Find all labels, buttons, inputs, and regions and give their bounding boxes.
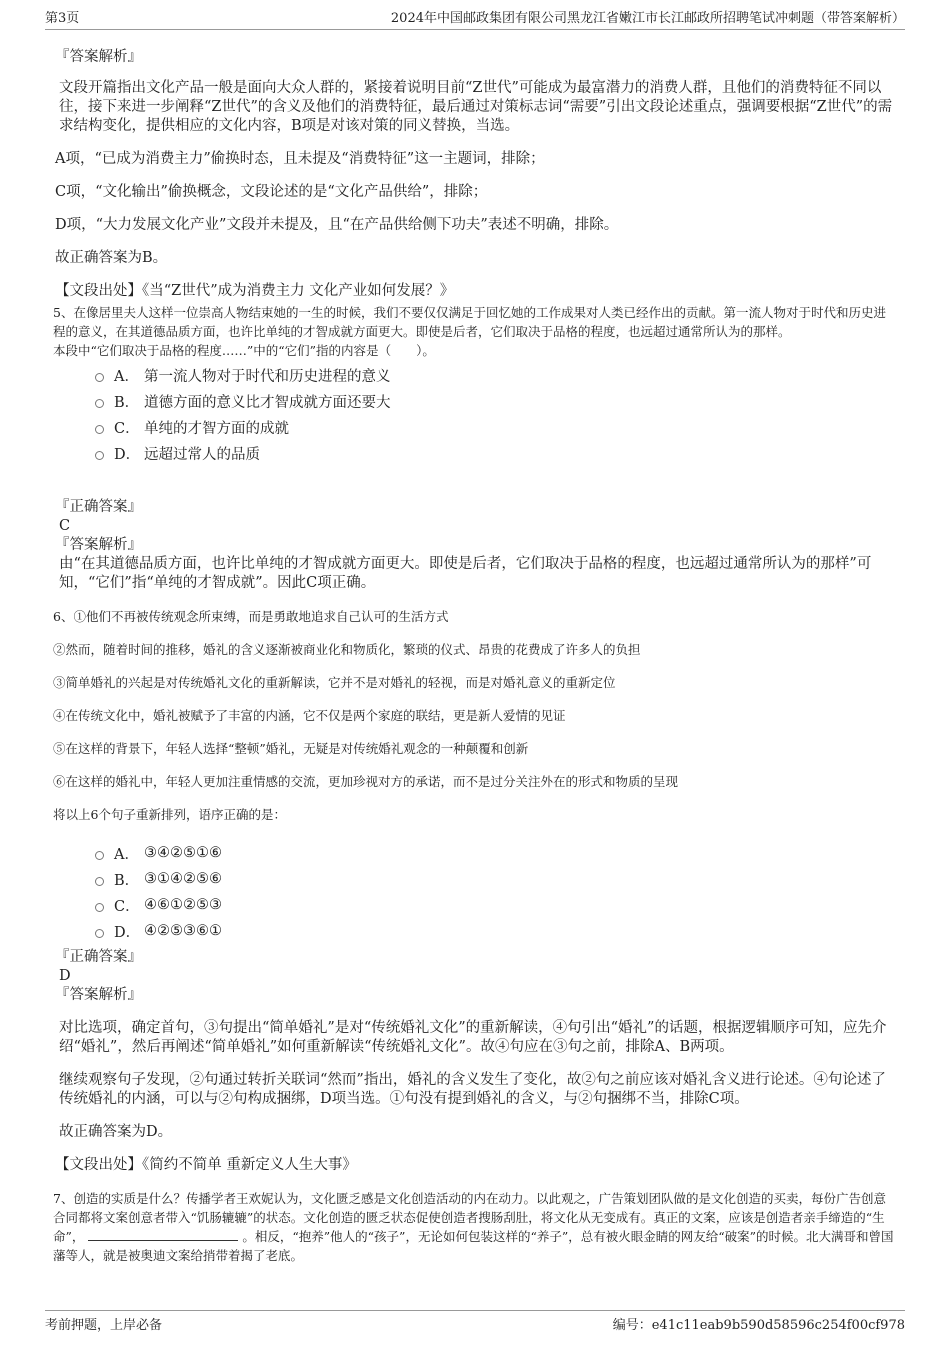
radio-icon[interactable]	[95, 877, 104, 886]
q6-sentence-6: ⑥在这样的婚礼中，年轻人更加注重情感的交流，更加珍视对方的承诺，而不是过分关注外在的形式和物质的呈现	[53, 774, 679, 789]
radio-icon[interactable]	[95, 425, 104, 434]
q4-source: 【文段出处】《当“Z世代”成为消费主力 文化产业如何发展？》	[55, 283, 455, 299]
q6-sentence-2: ②然而，随着时间的推移，婚礼的含义逐渐被商业化和物质化，繁琐的仪式、昂贵的花费成了许多人的负担	[53, 642, 641, 657]
q6-sentence-4: ④在传统文化中，婚礼被赋予了丰富的内涵，它不仅是两个家庭的联结，更是新人爱情的见证	[53, 708, 566, 723]
q6-sentence-5: ⑤在这样的背景下，年轻人选择“整顿”婚礼，无疑是对传统婚礼观念的一种颠覆和创新	[53, 741, 529, 756]
q6-sentence-1: 6、①他们不再被传统观念所束缚，而是勇敢地追求自己认可的生活方式	[53, 609, 449, 624]
radio-icon[interactable]	[95, 399, 104, 408]
q5-question: 本段中“它们取决于品格的程度……”中的“它们”指的内容是（ ）。	[53, 343, 435, 358]
radio-icon[interactable]	[95, 903, 104, 912]
page-number: 第3页	[45, 11, 80, 26]
q4-analysis-c: C项，“文化输出”偷换概念，文段论述的是“文化产品供给”，排除；	[55, 184, 488, 200]
q4-conclusion: 故正确答案为B。	[55, 250, 168, 266]
radio-icon[interactable]	[95, 451, 104, 460]
q5-option-c[interactable]: C． 单纯的才智方面的成就	[55, 414, 895, 440]
q6-option-a[interactable]: A． ③④②⑤①⑥	[55, 840, 895, 866]
answer-blank[interactable]	[88, 1228, 238, 1241]
q6-answer-label: 『正确答案』	[55, 949, 142, 965]
page-header	[45, 8, 905, 30]
q5-option-d[interactable]: D． 远超过常人的品质	[55, 440, 895, 466]
q5-option-a[interactable]: A． 第一流人物对于时代和历史进程的意义	[55, 362, 895, 388]
q6-source: 【文段出处】《简约不简单 重新定义人生大事》	[55, 1157, 357, 1173]
q5-answer: C	[59, 518, 71, 534]
footer-slogan: 考前押题，上岸必备	[45, 1317, 163, 1333]
q4-analysis-d: D项，“大力发展文化产业”文段并未提及，且“在产品供给侧下功夫”表述不明确，排除。	[55, 217, 619, 233]
q4-analysis-label: 『答案解析』	[55, 49, 142, 65]
radio-icon[interactable]	[95, 851, 104, 860]
q6-conclusion: 故正确答案为D。	[59, 1124, 173, 1140]
q4-analysis-p1: 文段开篇指出文化产品一般是面向大众人群的，紧接着说明目前“Z世代”可能成为最富潜力的消费人群，且他们的消费特征不同以往，接下来进一步阐释“Z世代”的含义及他们的消费特征，最后通过对策标志词“需要”引出文段论述重点，强调要根据“Z世代”的需求结构变化，提供相应的文化内容，B项是对该对策的同义替换，当选。	[59, 80, 893, 134]
q6-option-c[interactable]: C． ④⑥①②⑤③	[55, 892, 895, 918]
q6-options	[55, 840, 895, 944]
q6-analysis-label: 『答案解析』	[55, 987, 142, 1003]
q5-options	[55, 362, 895, 466]
document-title: 2024年中国邮政集团有限公司黑龙江省嫩江市长江邮政所招聘笔试冲刺题（带答案解析）	[390, 11, 905, 26]
q5-option-b[interactable]: B． 道德方面的意义比才智成就方面还要大	[55, 388, 895, 414]
q7-stem-part2: 。相反，“抱养”他人的“孩子”，无论如何包装这样的“养子”，总有被火眼金睛的网友给“破案”的时候。北大满哥和曾国藩等人，就是被奥迪文案给捎带着揭了老底。	[53, 1229, 894, 1263]
q6-sentence-3: ③简单婚礼的兴起是对传统婚礼文化的重新解读，它并不是对婚礼的轻视，而是对婚礼意义的重新定位	[53, 675, 616, 690]
page-footer	[45, 1310, 905, 1335]
q5-stem: 5、在像居里夫人这样一位崇高人物结束她的一生的时候，我们不要仅仅满足于回忆她的工作成果对人类已经作出的贡献。第一流人物对于时代和历史进程的意义，在其道德品质方面，也许比单纯的才智成就方面更大。即使是后者，它们取决于品格的程度，也远超过通常所认为的那样。	[53, 305, 886, 339]
q7-stem	[53, 1189, 895, 1265]
radio-icon[interactable]	[95, 929, 104, 938]
page-content	[55, 48, 895, 1265]
footer-id: 编号：e41c11eab9b590d58596c254f00cf978	[612, 1317, 905, 1333]
q5-analysis: 由“在其道德品质方面，也许比单纯的才智成就方面更大。即使是后者，它们取决于品格的程度，也远超过通常所认为的那样”可知，“它们”指“单纯的才智成就”。因此C项正确。	[59, 556, 872, 591]
q6-answer: D	[59, 968, 71, 984]
q5-answer-label: 『正确答案』	[55, 499, 142, 515]
radio-icon[interactable]	[95, 373, 104, 382]
q6-option-b[interactable]: B． ③①④②⑤⑥	[55, 866, 895, 892]
q7-stem-part1: 7、创造的实质是什么？传播学者王欢妮认为，文化匮乏感是文化创造活动的内在动力。以此观之，广告策划团队做的是文化创造的买卖，每份广告创意合同都将文案创意者带入“饥肠辘辘”的状态。文化创造的匮乏状态促使创造者搜肠刮肚，将文化从无变成有。真正的文案，应该是创造者亲手缔造的“生命”，	[53, 1191, 886, 1244]
q5-analysis-label: 『答案解析』	[55, 537, 142, 553]
q6-question: 将以上6个句子重新排列，语序正确的是：	[53, 807, 286, 822]
q6-analysis-p1: 对比选项，确定首句，③句提出“简单婚礼”是对“传统婚礼文化”的重新解读，④句引出“婚礼”的话题，根据逻辑顺序可知，应先介绍“婚礼”，然后再阐述“简单婚礼”如何重新解读“传统婚礼文化”。故④句应在③句之前，排除A、B两项。	[59, 1020, 887, 1055]
q4-analysis-a: A项，“已成为消费主力”偷换时态，且未提及“消费特征”这一主题词，排除；	[55, 151, 545, 167]
q6-analysis-p2: 继续观察句子发现，②句通过转折关联词“然而”指出，婚礼的含义发生了变化，故②句之前应该对婚礼含义进行论述。④句论述了传统婚礼的内涵，可以与②句构成捆绑，D项当选。①句没有提到婚礼的含义，与②句捆绑不当，排除C项。	[59, 1072, 886, 1107]
q6-option-d[interactable]: D． ④②⑤③⑥①	[55, 918, 895, 944]
